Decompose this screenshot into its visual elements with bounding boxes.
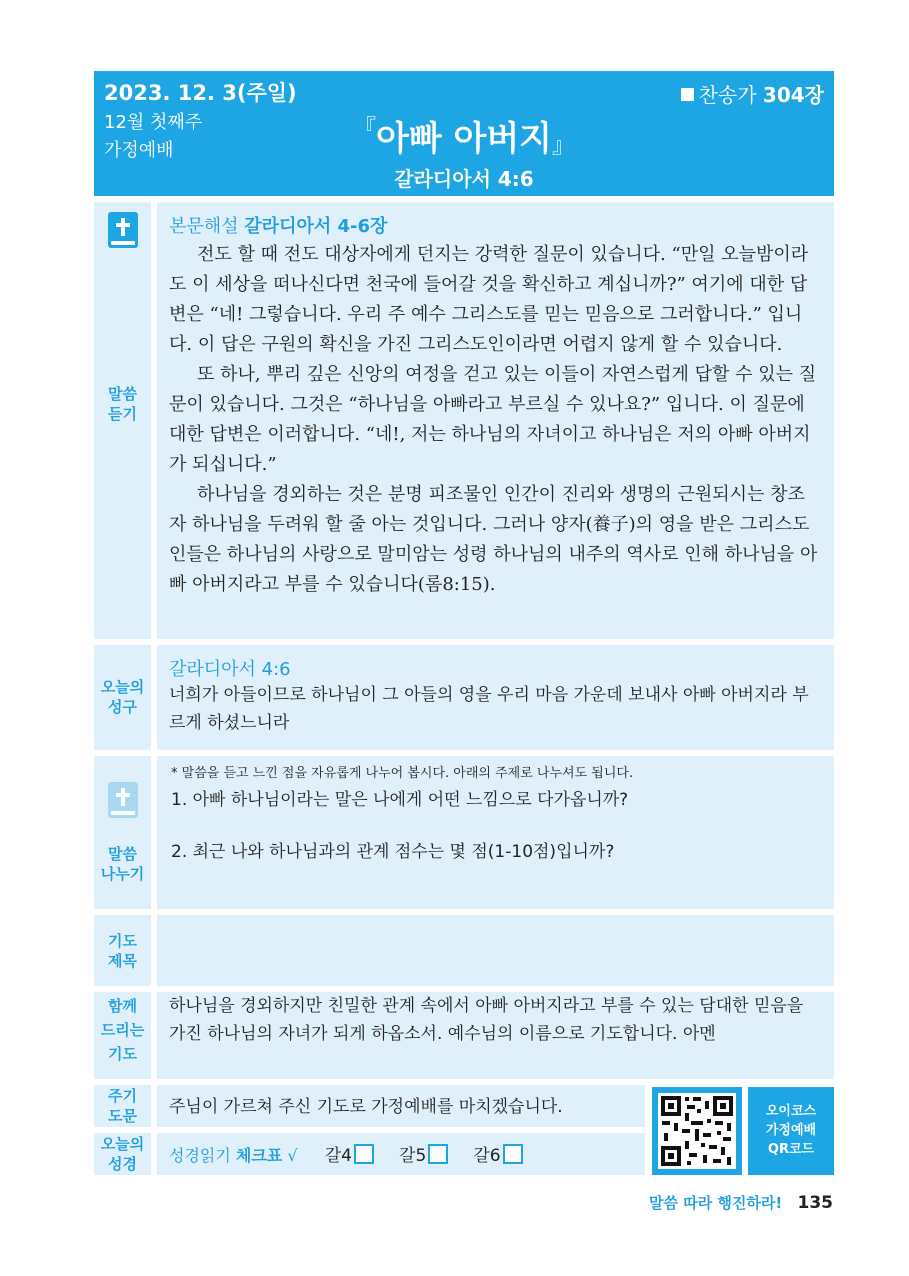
qr-label bbox=[748, 1087, 834, 1175]
reading-item: 갈4 bbox=[324, 1146, 352, 1166]
qr-code[interactable] bbox=[652, 1087, 742, 1175]
reading-label-cell bbox=[94, 1133, 151, 1175]
square-bullet-icon bbox=[681, 88, 694, 101]
listen-body bbox=[169, 240, 822, 600]
share-label-cell bbox=[94, 756, 151, 909]
qr-code-icon bbox=[658, 1093, 736, 1169]
reading-item: 갈5 bbox=[399, 1146, 427, 1166]
hymn-number: 304장 bbox=[762, 83, 824, 107]
page-number: 135 bbox=[797, 1193, 833, 1213]
share-note: * 말씀을 듣고 느낀 점을 자유롭게 나누어 봅시다. 아래의 주제로 나누셔도 됩니다. bbox=[171, 766, 634, 781]
lords-text: 주님이 가르쳐 주신 기도로 가정예배를 마치겠습니다. bbox=[169, 1097, 563, 1117]
together-text: 하나님을 경외하지만 친밀한 관계 속에서 아빠 아버지라고 부를 수 있는 담대한 믿음을 가진 하나님의 자녀가 되게 하옵소서. 예수님의 이름으로 기도합니다. 아멘 bbox=[169, 996, 804, 1044]
listen-heading-prefix: 본문해설 bbox=[169, 216, 239, 237]
share-label: 말씀 나누기 bbox=[100, 845, 145, 883]
check-mark-icon: √ bbox=[287, 1146, 298, 1165]
listen-label: 말씀 듣기 bbox=[108, 385, 137, 423]
bible-icon bbox=[108, 782, 138, 818]
header-banner bbox=[94, 71, 834, 196]
footer-slogan: 말씀 따라 행진하라! bbox=[649, 1194, 783, 1212]
together-content bbox=[157, 992, 834, 1079]
qr-pattern-icon bbox=[658, 1093, 736, 1169]
reading-check-label: 체크표 bbox=[235, 1146, 283, 1165]
week-label: 12월 첫째주 bbox=[104, 112, 203, 133]
service-date: 2023. 12. 3(주일) bbox=[104, 81, 297, 105]
prayer-title-label: 기도 제목 bbox=[108, 932, 137, 970]
lords-content bbox=[157, 1085, 645, 1127]
qr-label-text: 오이코스 가정예배 QR코드 bbox=[765, 1104, 817, 1157]
reading-checkbox[interactable] bbox=[503, 1144, 523, 1164]
verse-label: 오늘의 성구 bbox=[100, 678, 145, 716]
reading-item: 갈6 bbox=[473, 1146, 501, 1166]
hymn-label: 찬송가 bbox=[698, 83, 757, 107]
listen-heading bbox=[169, 212, 822, 238]
listen-label-cell bbox=[94, 202, 151, 639]
lords-label-cell bbox=[94, 1085, 151, 1127]
title-bracket-close: 』 bbox=[552, 134, 575, 159]
share-question: 1. 아빠 하나님이라는 말은 나에게 어떤 느낌으로 다가옵니까? bbox=[171, 790, 629, 810]
title-bracket-open: 『 bbox=[353, 116, 376, 141]
listen-paragraph: 하나님을 경외하는 것은 분명 피조물인 인간이 진리와 생명의 근원되시는 창조자 하나님을 두려워 할 줄 아는 것입니다. 그러나 양자(養子)의 영을 받은 그리스도인들은 하나님의 사랑으로 말미암는 성령 하나님의 내주의 역사로 인해 하나님을 아빠 아버지라고 부를 수 있습니다(롬8:15). bbox=[169, 484, 818, 595]
title-reference: 갈라디아서 4:6 bbox=[394, 167, 534, 191]
reading-content bbox=[157, 1133, 645, 1175]
verse-ref: 갈라디아서 4:6 bbox=[169, 659, 291, 680]
listen-heading-ref: 갈라디아서 4-6장 bbox=[244, 216, 388, 237]
listen-content bbox=[157, 202, 834, 639]
reading-checkbox[interactable] bbox=[428, 1144, 448, 1164]
together-label-cell bbox=[94, 992, 151, 1079]
verse-label-cell bbox=[94, 645, 151, 750]
share-content bbox=[157, 756, 834, 909]
page-title bbox=[94, 111, 834, 160]
verse-content bbox=[157, 645, 834, 750]
reading-prefix: 성경읽기 bbox=[169, 1146, 231, 1165]
reading-label: 오늘의 성경 bbox=[100, 1135, 145, 1173]
listen-paragraph: 또 하나, 뿌리 깊은 신앙의 여정을 걷고 있는 이들이 자연스럽게 답할 수 있는 질문이 있습니다. 그것은 “하나님을 아빠라고 부르실 수 있나요?” 입니다. 이 질문에 대한 답변은 이러합니다. “네!, 저는 하나님의 자녀이고 하나님은 저의 아빠 아버지가 되십니다.” bbox=[169, 364, 817, 475]
together-label: 함께 드리는 기도 bbox=[100, 997, 145, 1063]
reading-checkbox[interactable] bbox=[354, 1144, 374, 1164]
service-label: 가정예배 bbox=[104, 140, 174, 161]
listen-paragraph: 전도 할 때 전도 대상자에게 던지는 강력한 질문이 있습니다. “만일 오늘밤이라도 이 세상을 떠나신다면 천국에 들어갈 것을 확신하고 계십니까?” 여기에 대한 답변은 “네! 그렇습니다. 우리 주 예수 그리스도를 믿는 믿음으로 그러합니다.” 입니다. 이 답은 구원의 확신을 가진 그리스도인이라면 어렵지 않게 할 수 있습니다. bbox=[169, 244, 809, 355]
prayer-title-content[interactable] bbox=[157, 915, 834, 986]
lords-label: 주기 도문 bbox=[108, 1087, 137, 1125]
share-question: 2. 최근 나와 하나님과의 관계 점수는 몇 점(1-10점)입니까? bbox=[171, 842, 615, 862]
verse-text: 너희가 아들이므로 하나님이 그 아들의 영을 우리 마음 가운데 보내사 아빠 아버지라 부르게 하셨느니라 bbox=[169, 685, 809, 733]
hymn-info bbox=[681, 79, 824, 108]
prayer-title-label-cell bbox=[94, 915, 151, 986]
page-footer bbox=[649, 1192, 833, 1213]
title-text: 아빠 아버지 bbox=[375, 119, 553, 159]
bible-icon bbox=[108, 212, 138, 248]
